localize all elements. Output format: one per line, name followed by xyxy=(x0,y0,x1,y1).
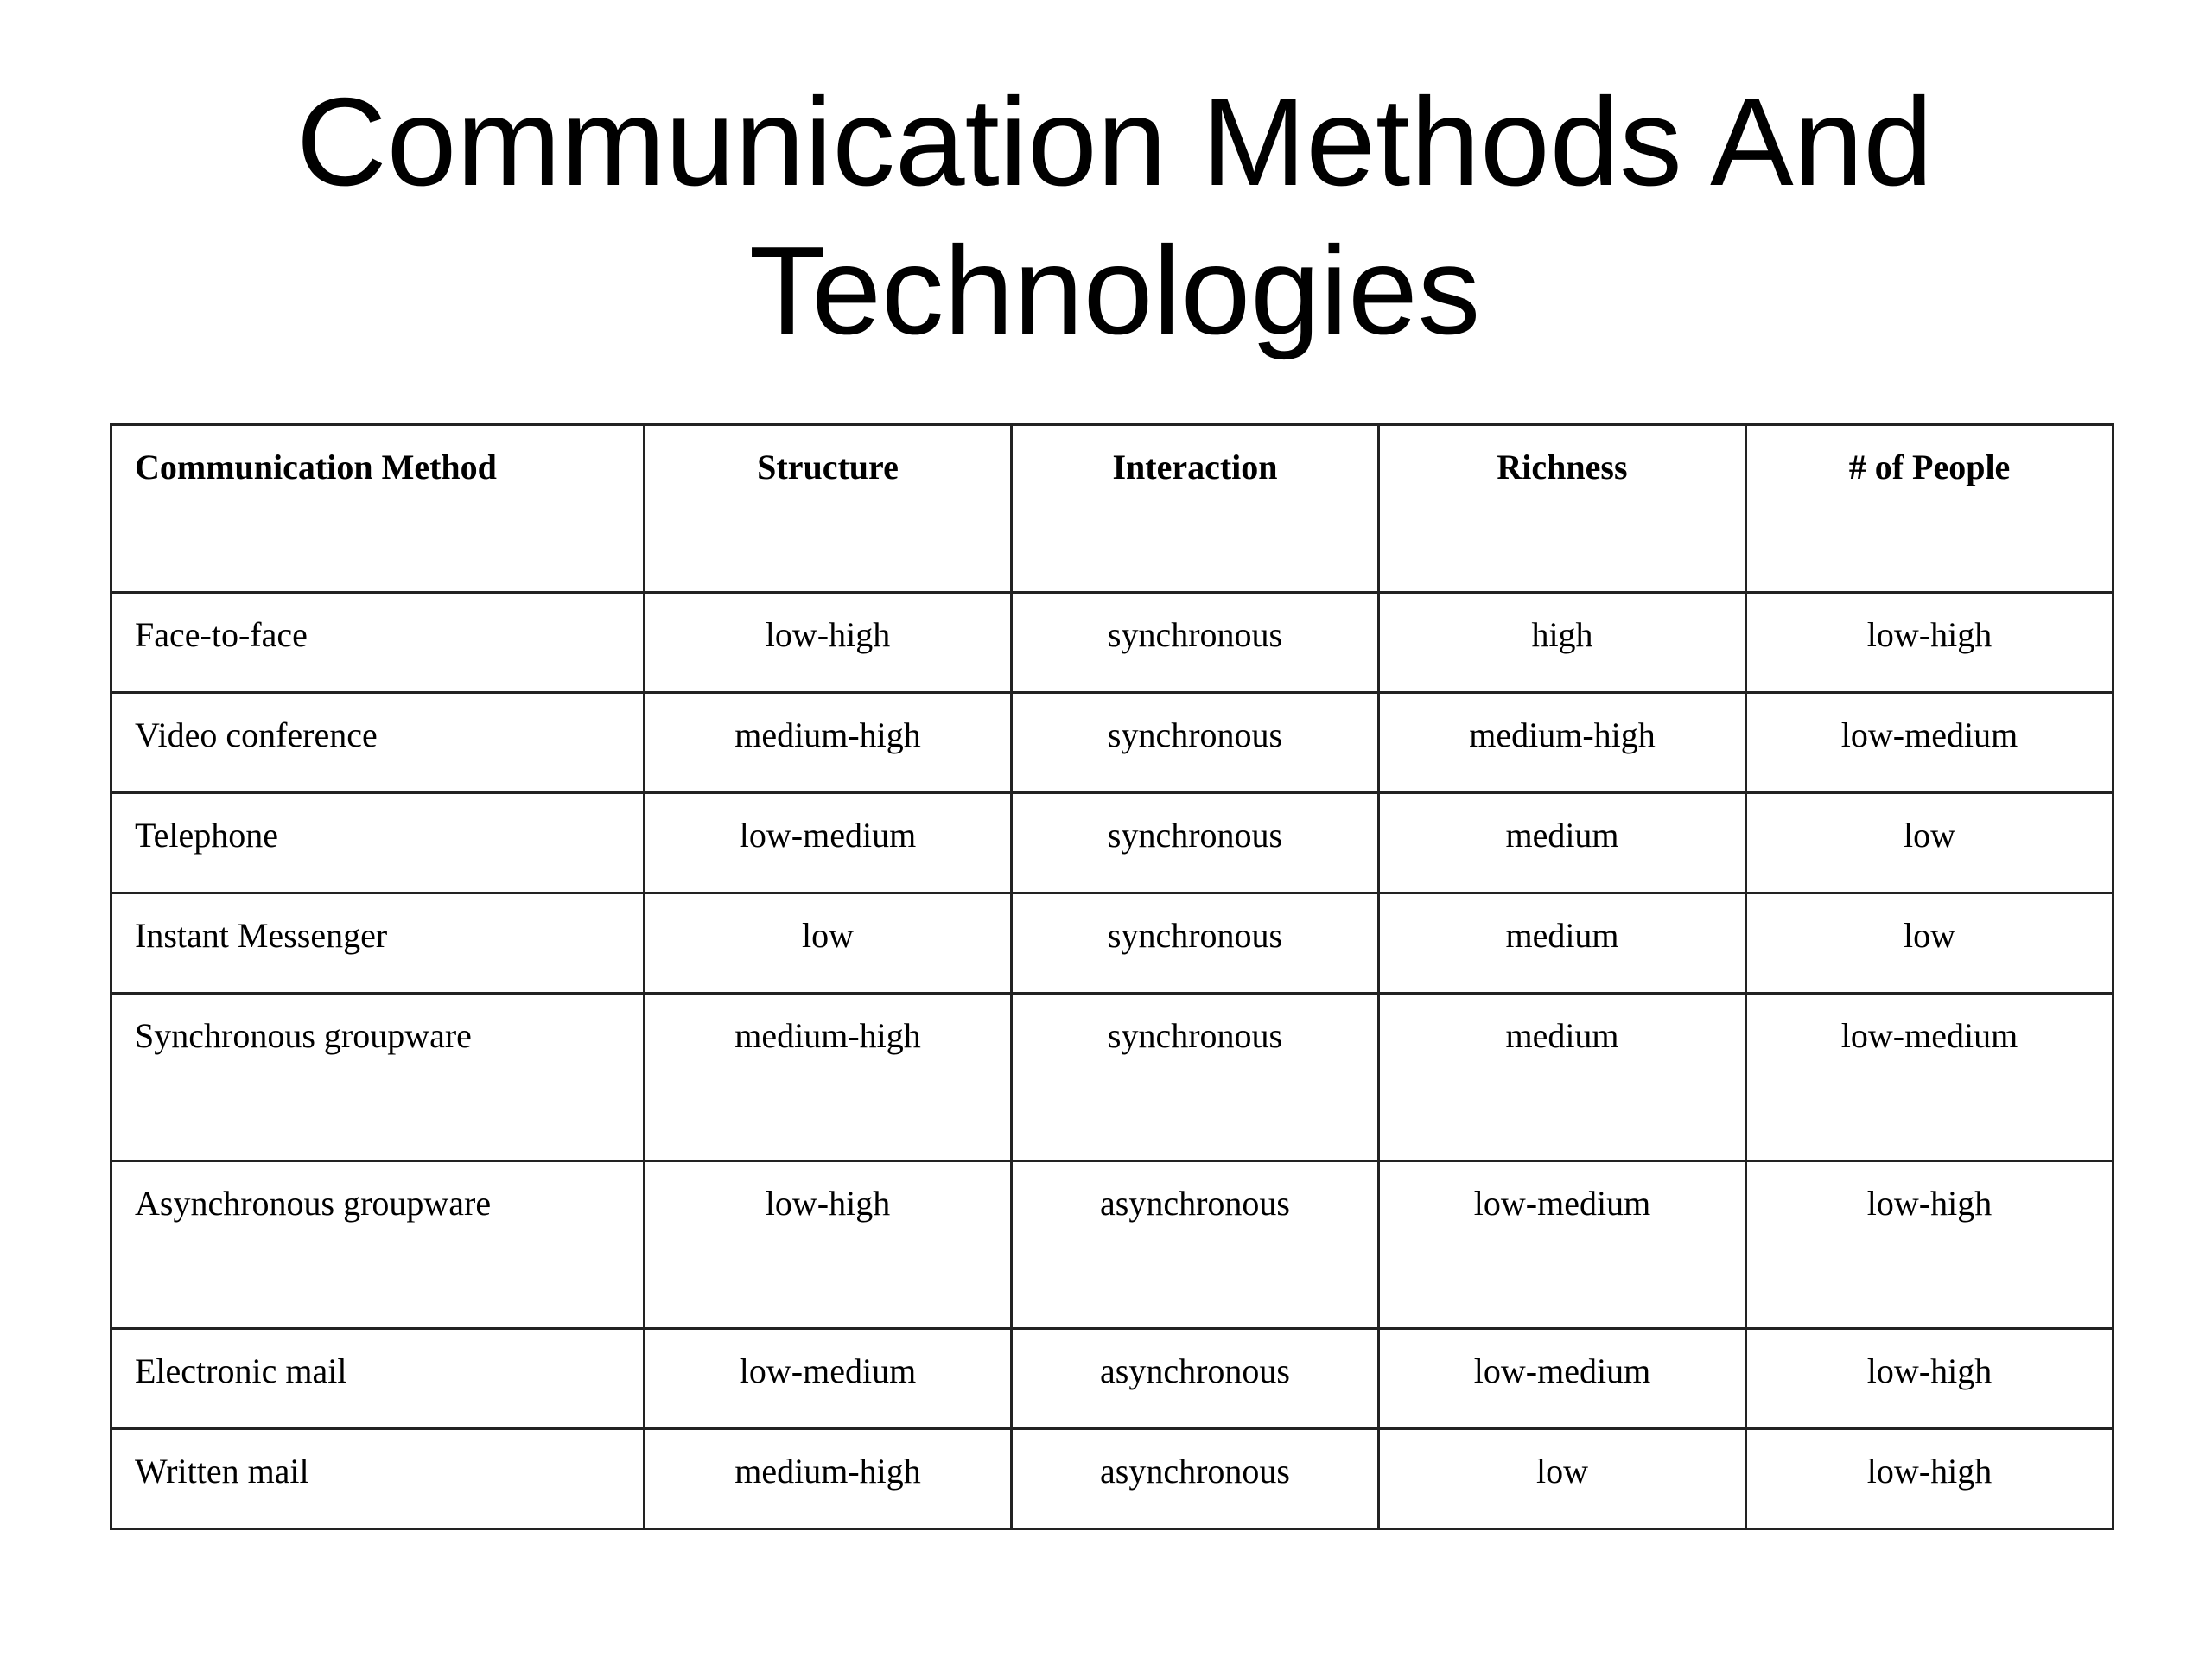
table-row xyxy=(111,1161,2113,1329)
table-row xyxy=(111,693,2113,793)
interaction-cell: synchronous xyxy=(1012,593,1379,693)
table-row xyxy=(111,994,2113,1161)
people-cell: low-medium xyxy=(1746,693,2113,793)
richness-cell: medium xyxy=(1379,793,1746,893)
structure-cell: medium-high xyxy=(645,994,1012,1161)
richness-cell: medium xyxy=(1379,994,1746,1161)
structure-cell: low-medium xyxy=(645,1329,1012,1429)
structure-cell: low-high xyxy=(645,593,1012,693)
header-number-of-people: # of People xyxy=(1746,425,2113,593)
table-row xyxy=(111,593,2113,693)
richness-cell: medium xyxy=(1379,893,1746,994)
people-cell: low-high xyxy=(1746,1329,2113,1429)
people-cell: low-high xyxy=(1746,1429,2113,1529)
method-cell: Asynchronous groupware xyxy=(111,1161,645,1329)
people-cell: low-high xyxy=(1746,593,2113,693)
richness-cell: medium-high xyxy=(1379,693,1746,793)
header-communication-method: Communication Method xyxy=(111,425,645,593)
richness-cell: low xyxy=(1379,1429,1746,1529)
richness-cell: low-medium xyxy=(1379,1329,1746,1429)
method-cell: Electronic mail xyxy=(111,1329,645,1429)
header-interaction: Interaction xyxy=(1012,425,1379,593)
method-cell: Telephone xyxy=(111,793,645,893)
method-cell: Synchronous groupware xyxy=(111,994,645,1161)
richness-cell: high xyxy=(1379,593,1746,693)
people-cell: low xyxy=(1746,793,2113,893)
method-cell: Face-to-face xyxy=(111,593,645,693)
structure-cell: medium-high xyxy=(645,693,1012,793)
table-header-row xyxy=(111,425,2113,593)
interaction-cell: asynchronous xyxy=(1012,1329,1379,1429)
interaction-cell: synchronous xyxy=(1012,893,1379,994)
structure-cell: low-medium xyxy=(645,793,1012,893)
table-row xyxy=(111,893,2113,994)
header-richness: Richness xyxy=(1379,425,1746,593)
interaction-cell: asynchronous xyxy=(1012,1429,1379,1529)
people-cell: low-high xyxy=(1746,1161,2113,1329)
structure-cell: low-high xyxy=(645,1161,1012,1329)
people-cell: low-medium xyxy=(1746,994,2113,1161)
structure-cell: low xyxy=(645,893,1012,994)
communication-methods-table xyxy=(110,423,2114,1530)
people-cell: low xyxy=(1746,893,2113,994)
interaction-cell: synchronous xyxy=(1012,793,1379,893)
method-cell: Instant Messenger xyxy=(111,893,645,994)
structure-cell: medium-high xyxy=(645,1429,1012,1529)
table-row xyxy=(111,1329,2113,1429)
slide-title xyxy=(0,67,2212,365)
interaction-cell: synchronous xyxy=(1012,994,1379,1161)
slide-title-line-2: Technologies xyxy=(748,220,1481,360)
header-structure: Structure xyxy=(645,425,1012,593)
table-row xyxy=(111,793,2113,893)
slide-title-line-1: Communication Methods And xyxy=(296,72,1934,212)
method-cell: Video conference xyxy=(111,693,645,793)
interaction-cell: synchronous xyxy=(1012,693,1379,793)
interaction-cell: asynchronous xyxy=(1012,1161,1379,1329)
table-row xyxy=(111,1429,2113,1529)
method-cell: Written mail xyxy=(111,1429,645,1529)
richness-cell: low-medium xyxy=(1379,1161,1746,1329)
